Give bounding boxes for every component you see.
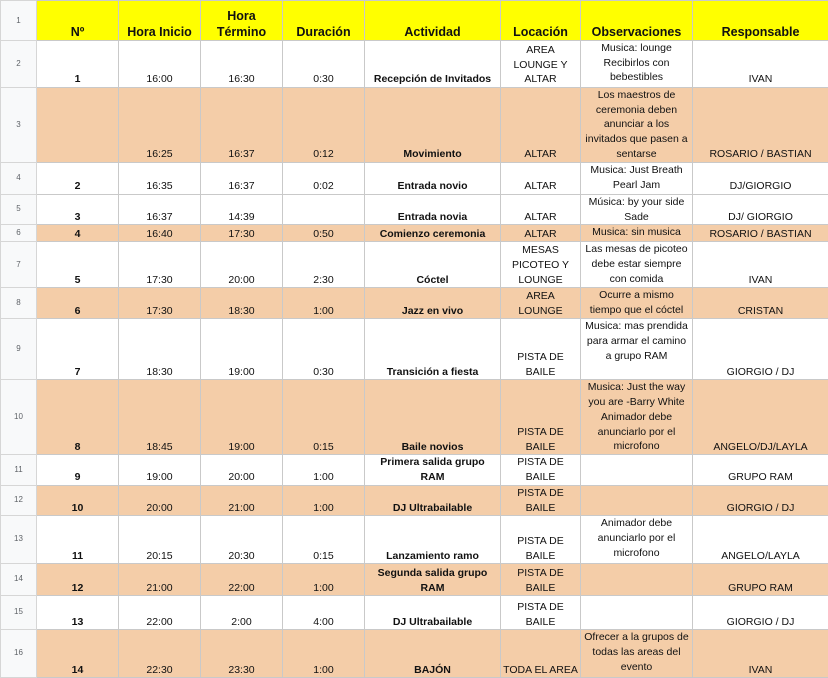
cell-duracion[interactable]: 0:12 — [283, 88, 365, 163]
table-row — [1, 516, 828, 564]
cell-hora-inicio[interactable]: 22:00 — [119, 596, 201, 630]
cell-hora-inicio[interactable]: 17:30 — [119, 242, 201, 288]
cell-num[interactable]: 10 — [37, 485, 119, 515]
cell-actividad[interactable]: Entrada novio — [365, 163, 501, 195]
cell-num[interactable]: 14 — [37, 630, 119, 678]
table-row — [1, 242, 828, 288]
header-duracion[interactable]: Duración — [283, 1, 365, 41]
header-responsable[interactable]: Responsable — [693, 1, 828, 41]
cell-actividad[interactable]: Entrada novia — [365, 195, 501, 225]
row-number[interactable]: 16 — [1, 630, 37, 678]
cell-actividad[interactable]: Baile novios — [365, 380, 501, 455]
row-number[interactable]: 9 — [1, 319, 37, 380]
cell-locacion[interactable]: TODA EL AREA — [501, 630, 581, 678]
cell-observaciones[interactable]: Ofrecer a la grupos de todas las areas del evento — [581, 630, 693, 678]
cell-num[interactable]: 1 — [37, 41, 119, 88]
cell-responsable[interactable]: GIORGIO / DJ — [693, 485, 828, 515]
cell-responsable[interactable]: IVAN — [693, 630, 828, 678]
cell-locacion[interactable]: PISTA DE BAILE — [501, 380, 581, 455]
cell-num[interactable]: 7 — [37, 319, 119, 380]
cell-responsable[interactable]: GRUPO RAM — [693, 455, 828, 485]
cell-locacion[interactable]: PISTA DE BAILE — [501, 596, 581, 630]
cell-observaciones[interactable] — [581, 564, 693, 596]
table-row — [1, 630, 828, 678]
cell-duracion[interactable]: 0:50 — [283, 225, 365, 242]
cell-responsable[interactable]: ANGELO/LAYLA — [693, 516, 828, 564]
header-observaciones[interactable]: Observaciones — [581, 1, 693, 41]
row-number[interactable]: 2 — [1, 41, 37, 88]
cell-duracion[interactable]: 1:00 — [283, 630, 365, 678]
cell-hora-termino[interactable]: 18:30 — [201, 288, 283, 319]
table-row — [1, 319, 828, 380]
table-row — [1, 41, 828, 88]
table-row — [1, 485, 828, 515]
cell-hora-termino[interactable]: 21:00 — [201, 485, 283, 515]
cell-duracion[interactable]: 2:30 — [283, 242, 365, 288]
row-number[interactable]: 11 — [1, 455, 37, 485]
cell-hora-inicio[interactable]: 18:45 — [119, 380, 201, 455]
cell-hora-termino[interactable]: 20:30 — [201, 516, 283, 564]
cell-observaciones[interactable] — [581, 485, 693, 515]
cell-actividad[interactable]: DJ Ultrabailable — [365, 596, 501, 630]
cell-locacion[interactable]: PISTA DE BAILE — [501, 564, 581, 596]
cell-num[interactable]: 8 — [37, 380, 119, 455]
header-hora-termino[interactable]: Hora Término — [201, 1, 283, 41]
header-row — [1, 1, 828, 41]
table-row — [1, 564, 828, 596]
cell-responsable[interactable]: DJ/ GIORGIO — [693, 195, 828, 225]
cell-locacion[interactable]: PISTA DE BAILE — [501, 455, 581, 485]
cell-actividad[interactable]: Transición a fiesta — [365, 319, 501, 380]
header-locacion[interactable]: Locación — [501, 1, 581, 41]
row-number[interactable]: 12 — [1, 485, 37, 515]
cell-num[interactable]: 13 — [37, 596, 119, 630]
cell-hora-inicio[interactable]: 16:25 — [119, 88, 201, 163]
cell-duracion[interactable]: 0:15 — [283, 516, 365, 564]
cell-responsable[interactable]: CRISTAN — [693, 288, 828, 319]
cell-responsable[interactable]: DJ/GIORGIO — [693, 163, 828, 195]
table-row — [1, 195, 828, 225]
row-number[interactable]: 1 — [1, 1, 37, 41]
row-number[interactable]: 10 — [1, 380, 37, 455]
row-number[interactable]: 5 — [1, 195, 37, 225]
table-row — [1, 225, 828, 242]
cell-num[interactable]: 5 — [37, 242, 119, 288]
cell-responsable[interactable]: GIORGIO / DJ — [693, 319, 828, 380]
cell-hora-termino[interactable]: 16:37 — [201, 88, 283, 163]
cell-num[interactable]: 9 — [37, 455, 119, 485]
table-row — [1, 596, 828, 630]
row-number[interactable]: 8 — [1, 288, 37, 319]
cell-responsable[interactable]: ANGELO/DJ/LAYLA — [693, 380, 828, 455]
row-number[interactable]: 15 — [1, 596, 37, 630]
cell-observaciones[interactable]: Musica: lounge Recibirlos con bebestibles — [581, 41, 693, 88]
cell-actividad[interactable]: Segunda salida grupo RAM — [365, 564, 501, 596]
cell-hora-inicio[interactable]: 22:30 — [119, 630, 201, 678]
cell-num[interactable]: 12 — [37, 564, 119, 596]
cell-duracion[interactable]: 1:00 — [283, 564, 365, 596]
cell-hora-termino[interactable]: 20:00 — [201, 455, 283, 485]
cell-duracion[interactable]: 0:02 — [283, 163, 365, 195]
row-number[interactable]: 3 — [1, 88, 37, 163]
cell-hora-termino[interactable]: 23:30 — [201, 630, 283, 678]
cell-observaciones[interactable]: Musica: mas prendida para armar el camino a grupo RAM — [581, 319, 693, 380]
cell-duracion[interactable]: 0:15 — [283, 380, 365, 455]
row-number[interactable]: 4 — [1, 163, 37, 195]
cell-locacion[interactable]: AREA LOUNGE — [501, 288, 581, 319]
cell-hora-termino[interactable]: 2:00 — [201, 596, 283, 630]
cell-num[interactable]: 6 — [37, 288, 119, 319]
cell-locacion[interactable]: ALTAR — [501, 195, 581, 225]
cell-duracion[interactable]: 1:00 — [283, 288, 365, 319]
cell-duracion[interactable]: 4:00 — [283, 596, 365, 630]
cell-locacion[interactable]: MESAS PICOTEO Y LOUNGE — [501, 242, 581, 288]
cell-responsable[interactable]: ROSARIO / BASTIAN — [693, 88, 828, 163]
header-actividad[interactable]: Actividad — [365, 1, 501, 41]
cell-duracion[interactable]: 1:00 — [283, 485, 365, 515]
cell-duracion[interactable]: 0:30 — [283, 319, 365, 380]
cell-num[interactable]: 2 — [37, 163, 119, 195]
cell-locacion[interactable]: PISTA DE BAILE — [501, 319, 581, 380]
cell-hora-inicio[interactable]: 20:15 — [119, 516, 201, 564]
cell-hora-termino[interactable]: 14:39 — [201, 195, 283, 225]
cell-hora-inicio[interactable]: 16:37 — [119, 195, 201, 225]
cell-actividad[interactable]: Movimiento — [365, 88, 501, 163]
cell-actividad[interactable]: Lanzamiento ramo — [365, 516, 501, 564]
cell-hora-inicio[interactable]: 16:00 — [119, 41, 201, 88]
cell-locacion[interactable]: PISTA DE BAILE — [501, 516, 581, 564]
row-number[interactable]: 7 — [1, 242, 37, 288]
cell-duracion[interactable]: 0:30 — [283, 41, 365, 88]
cell-actividad[interactable]: Cóctel — [365, 242, 501, 288]
cell-hora-inicio[interactable]: 20:00 — [119, 485, 201, 515]
cell-hora-inicio[interactable]: 16:35 — [119, 163, 201, 195]
cell-duracion[interactable]: 1:00 — [283, 455, 365, 485]
cell-hora-inicio[interactable]: 19:00 — [119, 455, 201, 485]
row-number[interactable]: 13 — [1, 516, 37, 564]
cell-hora-termino[interactable]: 16:37 — [201, 163, 283, 195]
cell-hora-termino[interactable]: 22:00 — [201, 564, 283, 596]
cell-locacion[interactable]: AREA LOUNGE Y ALTAR — [501, 41, 581, 88]
cell-actividad[interactable]: Jazz en vivo — [365, 288, 501, 319]
cell-observaciones[interactable]: Musica: Just the way you are -Barry White Animador debe anunciarlo por el microfono — [581, 380, 693, 455]
cell-num[interactable]: 3 — [37, 195, 119, 225]
cell-observaciones[interactable]: Musica: sin musica — [581, 225, 693, 242]
table-row — [1, 88, 828, 163]
cell-actividad[interactable]: Primera salida grupo RAM — [365, 455, 501, 485]
table-row — [1, 380, 828, 455]
table-row — [1, 163, 828, 195]
table-row — [1, 455, 828, 485]
cell-locacion[interactable]: ALTAR — [501, 163, 581, 195]
cell-observaciones[interactable] — [581, 596, 693, 630]
cell-locacion[interactable]: ALTAR — [501, 225, 581, 242]
cell-actividad[interactable]: BAJÓN — [365, 630, 501, 678]
header-num[interactable]: Nº — [37, 1, 119, 41]
cell-hora-inicio[interactable]: 16:40 — [119, 225, 201, 242]
cell-observaciones[interactable]: Animador debe anunciarlo por el microfono — [581, 516, 693, 564]
cell-hora-termino[interactable]: 16:30 — [201, 41, 283, 88]
header-hora-inicio[interactable]: Hora Inicio — [119, 1, 201, 41]
cell-num[interactable]: 4 — [37, 225, 119, 242]
cell-duracion[interactable] — [283, 195, 365, 225]
cell-observaciones[interactable]: Las mesas de picoteo debe estar siempre con comida — [581, 242, 693, 288]
cell-observaciones[interactable]: Musica: Just Breath Pearl Jam — [581, 163, 693, 195]
cell-responsable[interactable]: GRUPO RAM — [693, 564, 828, 596]
cell-actividad[interactable]: DJ Ultrabailable — [365, 485, 501, 515]
cell-responsable[interactable]: IVAN — [693, 41, 828, 88]
cell-locacion[interactable]: ALTAR — [501, 88, 581, 163]
cell-observaciones[interactable] — [581, 455, 693, 485]
cell-observaciones[interactable]: Los maestros de ceremonia deben anunciar a los invitados que pasen a sentarse — [581, 88, 693, 163]
cell-locacion[interactable]: PISTA DE BAILE — [501, 485, 581, 515]
cell-hora-termino[interactable]: 19:00 — [201, 380, 283, 455]
cell-num[interactable] — [37, 88, 119, 163]
cell-hora-termino[interactable]: 20:00 — [201, 242, 283, 288]
cell-hora-termino[interactable]: 17:30 — [201, 225, 283, 242]
cell-actividad[interactable]: Recepción de Invitados — [365, 41, 501, 88]
cell-observaciones[interactable]: Música: by your side Sade — [581, 195, 693, 225]
cell-hora-inicio[interactable]: 18:30 — [119, 319, 201, 380]
cell-hora-inicio[interactable]: 17:30 — [119, 288, 201, 319]
cell-responsable[interactable]: IVAN — [693, 242, 828, 288]
cell-responsable[interactable]: GIORGIO / DJ — [693, 596, 828, 630]
row-number[interactable]: 14 — [1, 564, 37, 596]
row-number[interactable]: 6 — [1, 225, 37, 242]
cell-num[interactable]: 11 — [37, 516, 119, 564]
cell-actividad[interactable]: Comienzo ceremonia — [365, 225, 501, 242]
cell-hora-inicio[interactable]: 21:00 — [119, 564, 201, 596]
table-row — [1, 288, 828, 319]
cell-hora-termino[interactable]: 19:00 — [201, 319, 283, 380]
cell-responsable[interactable]: ROSARIO / BASTIAN — [693, 225, 828, 242]
cell-observaciones[interactable]: Ocurre a mismo tiempo que el cóctel — [581, 288, 693, 319]
